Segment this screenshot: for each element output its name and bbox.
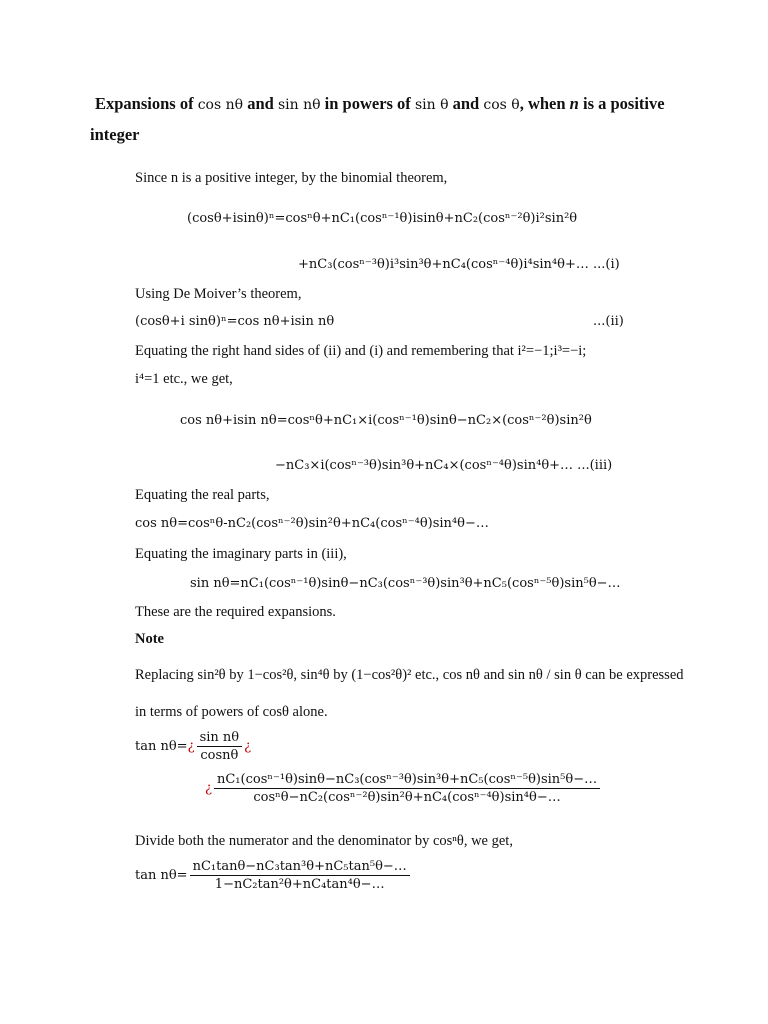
equation-1b: +nC₃(cosⁿ⁻³θ)i³sin³θ+nC₄(cosⁿ⁻⁴θ)i⁴sin⁴θ+… ...(i): [298, 257, 620, 272]
title-math-cos-theta: cos θ: [483, 97, 520, 113]
title-text-5: , when: [519, 94, 570, 113]
title-math-sin-n-theta: sin nθ: [277, 97, 321, 113]
equation-5: sin nθ=nC₁(cosⁿ⁻¹θ)sinθ−nC₃(cosⁿ⁻³θ)sin³θ+nC₅(cosⁿ⁻⁵θ)sin⁵θ−…: [190, 576, 621, 591]
fraction-numerator: nC₁(cosⁿ⁻¹θ)sinθ−nC₃(cosⁿ⁻³θ)sin³θ+nC₅(cosⁿ⁻⁵θ)sin⁵θ−…: [214, 773, 600, 789]
title-text-6: is a positive: [578, 94, 665, 113]
real-parts-line: Equating the real parts,: [135, 487, 270, 503]
equation-4: cos nθ=cosⁿθ-nC₂(cosⁿ⁻²θ)sin²θ+nC₄(cosⁿ⁻⁴θ)sin⁴θ−…: [135, 516, 489, 531]
replacing-line: Replacing sin²θ by 1−cos²θ, sin⁴θ by (1−cos²θ)² etc., cos nθ and sin nθ / sin θ can be expressed: [135, 667, 684, 683]
since-line: Since n is a positive integer, by the binomial theorem,: [135, 170, 448, 186]
equation-3: cos nθ+isin nθ=cosⁿθ+nC₁×i(cosⁿ⁻¹θ)sinθ−nC₂×(cosⁿ⁻²θ)sin²θ: [180, 413, 592, 428]
title-math-cos-n-theta: cos nθ: [197, 97, 244, 113]
demoivre-line: Using De Moiver’s theorem,: [135, 286, 302, 302]
title-text-3: in powers of: [320, 94, 415, 113]
title-line-2: integer: [90, 125, 140, 144]
tan-lhs-1: tan nθ=: [135, 739, 188, 754]
title-text-4: and: [448, 94, 484, 113]
note-heading: Note: [135, 631, 164, 647]
fraction-numerator: sin nθ: [197, 731, 243, 747]
title-math-sin-theta: sin θ: [414, 97, 449, 113]
tan-equation-3: [135, 860, 412, 891]
title-line-1: [95, 96, 665, 113]
question-mark-1: ¿: [187, 739, 195, 754]
fraction-denominator: cosⁿθ−nC₂(cosⁿ⁻²θ)sin²θ+nC₄(cosⁿ⁻⁴θ)sin⁴θ−…: [253, 790, 561, 805]
etc-line: i⁴=1 etc., we get,: [135, 371, 233, 387]
equation-2: (cosθ+i sinθ)ⁿ=cos nθ+isin nθ: [135, 314, 335, 329]
title-text-2: and: [243, 94, 278, 113]
question-mark-3: ¿: [205, 781, 212, 796]
title-text-1: Expansions of: [95, 94, 198, 113]
tan-equation-2: [205, 773, 602, 804]
title-n: n: [569, 94, 579, 113]
divide-line: Divide both the numerator and the denominator by cosⁿθ, we get,: [135, 833, 513, 849]
fraction-tan: [190, 860, 410, 891]
tan-equation-1: [135, 731, 251, 762]
fraction-denominator: 1−nC₂tan²θ+nC₄tan⁴θ−…: [214, 877, 385, 892]
terms-line: in terms of powers of cosθ alone.: [135, 704, 328, 720]
equating-line: Equating the right hand sides of (ii) and (i) and remembering that i²=−1;i³=−i;: [135, 343, 587, 359]
fraction-numerator: nC₁tanθ−nC₃tan³θ+nC₅tan⁵θ−…: [190, 860, 410, 876]
equation-3b: −nC₃×i(cosⁿ⁻³θ)sin³θ+nC₄×(cosⁿ⁻⁴θ)sin⁴θ+… ...(iii): [275, 458, 613, 473]
fraction-denominator: cosnθ: [200, 748, 239, 763]
required-line: These are the required expansions.: [135, 604, 336, 620]
question-mark-2: ¿: [244, 739, 252, 754]
imaginary-parts-line: Equating the imaginary parts in (iii),: [135, 546, 347, 562]
equation-2-tag: ...(ii): [593, 314, 624, 329]
tan-lhs-3: tan nθ=: [135, 868, 188, 883]
equation-1: (cosθ+isinθ)ⁿ=cosⁿθ+nC₁(cosⁿ⁻¹θ)isinθ+nC₂(cosⁿ⁻²θ)i²sin²θ: [187, 211, 578, 226]
fraction-sin-cos: [197, 731, 243, 762]
fraction-expanded: [214, 773, 600, 804]
